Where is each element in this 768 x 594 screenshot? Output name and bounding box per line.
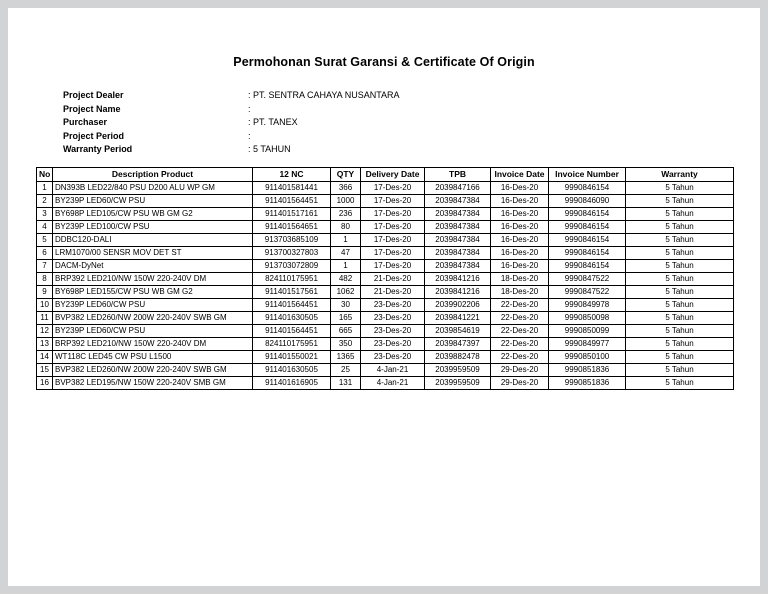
table-cell: 23-Des-20 [361, 311, 425, 324]
info-value: : 5 TAHUN [248, 144, 291, 154]
table-cell: 9990846154 [549, 181, 626, 194]
table-cell: 2039847384 [425, 246, 491, 259]
table-cell: LRM1070/00 SENSR MOV DET ST [53, 246, 253, 259]
table-header-row [37, 167, 734, 181]
table-cell: 4-Jan-21 [361, 363, 425, 376]
table-cell: 2039959509 [425, 363, 491, 376]
table-cell: 366 [331, 181, 361, 194]
table-cell: 1365 [331, 350, 361, 363]
table-cell: 911401550021 [253, 350, 331, 363]
table-cell: 16-Des-20 [491, 181, 549, 194]
table-cell: 16-Des-20 [491, 233, 549, 246]
table-row [37, 337, 734, 350]
table-cell: DDBC120-DALI [53, 233, 253, 246]
table-row [37, 272, 734, 285]
table-row [37, 350, 734, 363]
table-cell: 913703072809 [253, 259, 331, 272]
table-cell: 9990846090 [549, 194, 626, 207]
table-cell: 236 [331, 207, 361, 220]
info-row-purchaser [63, 116, 760, 130]
table-cell: 5 Tahun [626, 246, 734, 259]
table-row [37, 285, 734, 298]
table-cell: BY239P LED60/CW PSU [53, 324, 253, 337]
table-cell: BRP392 LED210/NW 150W 220-240V DM [53, 272, 253, 285]
table-cell: 5 Tahun [626, 337, 734, 350]
table-cell: 17-Des-20 [361, 246, 425, 259]
table-cell: BY698P LED155/CW PSU WB GM G2 [53, 285, 253, 298]
info-row-project-name [63, 103, 760, 117]
table-cell: 9990846154 [549, 246, 626, 259]
table-cell: 2039847166 [425, 181, 491, 194]
column-header: Invoice Number [549, 167, 626, 181]
table-cell: 17-Des-20 [361, 181, 425, 194]
table-row [37, 220, 734, 233]
table-cell: 913700327803 [253, 246, 331, 259]
project-info-block [63, 89, 760, 157]
table-cell: 913703685109 [253, 233, 331, 246]
table-cell: 5 Tahun [626, 285, 734, 298]
table-cell: 2039959509 [425, 376, 491, 389]
table-cell: 2039847397 [425, 337, 491, 350]
table-cell: 17-Des-20 [361, 259, 425, 272]
info-label: Project Dealer [63, 90, 124, 100]
table-cell: 9990850098 [549, 311, 626, 324]
table-cell: 10 [37, 298, 53, 311]
table-cell: BVP382 LED195/NW 150W 220-240V SMB GM [53, 376, 253, 389]
table-cell: 5 Tahun [626, 298, 734, 311]
info-label: Purchaser [63, 117, 108, 127]
table-cell: 5 Tahun [626, 363, 734, 376]
table-cell: DN393B LED22/840 PSU D200 ALU WP GM [53, 181, 253, 194]
table-cell: 4 [37, 220, 53, 233]
table-cell: 350 [331, 337, 361, 350]
table-cell: 165 [331, 311, 361, 324]
info-row-project-period [63, 130, 760, 144]
table-cell: 23-Des-20 [361, 324, 425, 337]
product-table [36, 167, 734, 390]
table-cell: 911401630505 [253, 363, 331, 376]
info-label: Warranty Period [63, 144, 133, 154]
table-cell: 22-Des-20 [491, 350, 549, 363]
column-header: QTY [331, 167, 361, 181]
table-cell: 824110175951 [253, 337, 331, 350]
table-cell: 13 [37, 337, 53, 350]
table-cell: BY239P LED100/CW PSU [53, 220, 253, 233]
table-cell: BY239P LED60/CW PSU [53, 298, 253, 311]
table-cell: 5 Tahun [626, 194, 734, 207]
table-cell: 16-Des-20 [491, 194, 549, 207]
info-value: : PT. SENTRA CAHAYA NUSANTARA [248, 90, 400, 100]
table-cell: 7 [37, 259, 53, 272]
table-cell: 5 [37, 233, 53, 246]
table-cell: 15 [37, 363, 53, 376]
table-cell: 21-Des-20 [361, 272, 425, 285]
table-row [37, 246, 734, 259]
column-header: 12 NC [253, 167, 331, 181]
table-cell: 22-Des-20 [491, 311, 549, 324]
table-cell: 9990851836 [549, 376, 626, 389]
info-label: Project Name [63, 103, 121, 114]
table-cell: 9990846154 [549, 220, 626, 233]
document-page [8, 8, 760, 586]
table-cell: 29-Des-20 [491, 363, 549, 376]
table-cell: 18-Des-20 [491, 272, 549, 285]
table-cell: 2039847384 [425, 194, 491, 207]
table-cell: 5 Tahun [626, 324, 734, 337]
table-cell: 2039854619 [425, 324, 491, 337]
info-value: : PT. TANEX [248, 117, 298, 127]
table-cell: 5 Tahun [626, 220, 734, 233]
table-row [37, 376, 734, 389]
table-cell: 1 [331, 233, 361, 246]
table-cell: 22-Des-20 [491, 337, 549, 350]
table-cell: 4-Jan-21 [361, 376, 425, 389]
table-cell: 5 Tahun [626, 233, 734, 246]
info-row-warranty-period [63, 143, 760, 157]
table-row [37, 311, 734, 324]
column-header: No [37, 167, 53, 181]
table-row [37, 194, 734, 207]
column-header: Delivery Date [361, 167, 425, 181]
table-cell: 9990849978 [549, 298, 626, 311]
table-cell: 9990847522 [549, 272, 626, 285]
table-cell: 9990849977 [549, 337, 626, 350]
page-title: Permohonan Surat Garansi & Certificate Of Origin [233, 55, 535, 69]
table-cell: BRP392 LED210/NW 150W 220-240V DM [53, 337, 253, 350]
table-cell: 16-Des-20 [491, 207, 549, 220]
column-header: TPB [425, 167, 491, 181]
table-cell: 9990850100 [549, 350, 626, 363]
table-cell: 1 [37, 181, 53, 194]
info-value: : [248, 130, 251, 141]
table-cell: 17-Des-20 [361, 194, 425, 207]
table-cell: BY239P LED60/CW PSU [53, 194, 253, 207]
table-cell: 5 Tahun [626, 376, 734, 389]
table-cell: 17-Des-20 [361, 233, 425, 246]
table-cell: 2039847384 [425, 207, 491, 220]
table-cell: BY698P LED105/CW PSU WB GM G2 [53, 207, 253, 220]
table-cell: 9 [37, 285, 53, 298]
table-cell: 11 [37, 311, 53, 324]
table-cell: 9990850099 [549, 324, 626, 337]
table-cell: 23-Des-20 [361, 298, 425, 311]
table-cell: 911401616905 [253, 376, 331, 389]
table-cell: 911401564451 [253, 298, 331, 311]
table-cell: 911401564651 [253, 220, 331, 233]
table-cell: 14 [37, 350, 53, 363]
table-cell: 25 [331, 363, 361, 376]
table-cell: 911401564451 [253, 324, 331, 337]
table-cell: 2039841216 [425, 285, 491, 298]
table-cell: BVP382 LED260/NW 200W 220-240V SWB GM [53, 363, 253, 376]
table-cell: 5 Tahun [626, 181, 734, 194]
table-cell: BVP382 LED260/NW 200W 220-240V SWB GM [53, 311, 253, 324]
product-table-body [37, 181, 734, 389]
table-cell: 911401630505 [253, 311, 331, 324]
table-cell: 911401517161 [253, 207, 331, 220]
table-row [37, 363, 734, 376]
table-cell: 9990846154 [549, 207, 626, 220]
table-cell: 5 Tahun [626, 350, 734, 363]
table-cell: DACM-DyNet [53, 259, 253, 272]
table-row [37, 207, 734, 220]
column-header: Description Product [53, 167, 253, 181]
column-header: Invoice Date [491, 167, 549, 181]
table-cell: 17-Des-20 [361, 220, 425, 233]
table-cell: 21-Des-20 [361, 285, 425, 298]
table-cell: 824110175951 [253, 272, 331, 285]
table-cell: 80 [331, 220, 361, 233]
table-cell: 9990847522 [549, 285, 626, 298]
table-cell: 9990846154 [549, 233, 626, 246]
table-cell: WT118C LED45 CW PSU L1500 [53, 350, 253, 363]
table-cell: 2039841221 [425, 311, 491, 324]
table-cell: 2039847384 [425, 220, 491, 233]
table-cell: 911401581441 [253, 181, 331, 194]
table-cell: 911401564451 [253, 194, 331, 207]
table-row [37, 298, 734, 311]
table-cell: 17-Des-20 [361, 207, 425, 220]
table-cell: 482 [331, 272, 361, 285]
table-cell: 2039902206 [425, 298, 491, 311]
table-cell: 16-Des-20 [491, 259, 549, 272]
table-cell: 665 [331, 324, 361, 337]
table-cell: 8 [37, 272, 53, 285]
table-cell: 911401517561 [253, 285, 331, 298]
info-value: : [248, 103, 251, 114]
table-cell: 5 Tahun [626, 207, 734, 220]
table-cell: 9990851836 [549, 363, 626, 376]
table-cell: 2039841216 [425, 272, 491, 285]
table-cell: 12 [37, 324, 53, 337]
table-cell: 30 [331, 298, 361, 311]
table-cell: 1000 [331, 194, 361, 207]
table-cell: 1062 [331, 285, 361, 298]
table-cell: 22-Des-20 [491, 324, 549, 337]
table-cell: 16-Des-20 [491, 246, 549, 259]
table-cell: 23-Des-20 [361, 350, 425, 363]
table-cell: 23-Des-20 [361, 337, 425, 350]
product-table-head [37, 167, 734, 181]
table-row [37, 181, 734, 194]
table-cell: 3 [37, 207, 53, 220]
table-cell: 5 Tahun [626, 272, 734, 285]
table-cell: 22-Des-20 [491, 298, 549, 311]
table-cell: 2039847384 [425, 259, 491, 272]
table-cell: 2039882478 [425, 350, 491, 363]
table-cell: 29-Des-20 [491, 376, 549, 389]
info-row-project-dealer [63, 89, 760, 103]
table-cell: 2 [37, 194, 53, 207]
table-cell: 1 [331, 259, 361, 272]
table-cell: 2039847384 [425, 233, 491, 246]
table-row [37, 233, 734, 246]
table-row [37, 259, 734, 272]
table-cell: 5 Tahun [626, 311, 734, 324]
table-cell: 9990846154 [549, 259, 626, 272]
table-cell: 6 [37, 246, 53, 259]
table-cell: 16-Des-20 [491, 220, 549, 233]
info-label: Project Period [63, 130, 125, 141]
table-cell: 131 [331, 376, 361, 389]
table-cell: 18-Des-20 [491, 285, 549, 298]
table-cell: 16 [37, 376, 53, 389]
table-row [37, 324, 734, 337]
table-cell: 47 [331, 246, 361, 259]
table-cell: 5 Tahun [626, 259, 734, 272]
column-header: Warranty [626, 167, 734, 181]
